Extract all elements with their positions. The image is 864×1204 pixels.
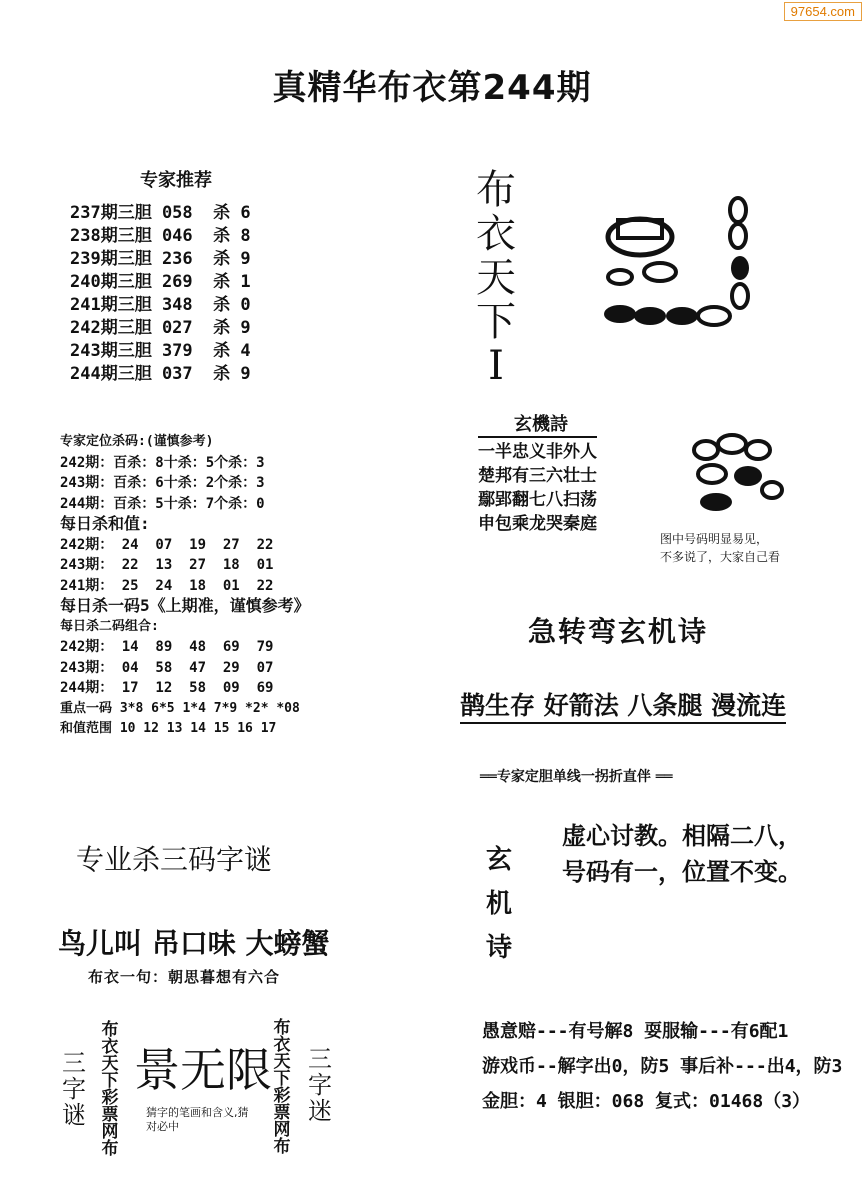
vertical-char: 布 — [476, 167, 516, 213]
list-item: 238期三胆 046 杀 8 — [70, 226, 251, 246]
vertical-char: 彩 — [273, 1086, 291, 1106]
caption-line: 图中号码明显易见， — [660, 532, 769, 546]
vertical-char: 诗 — [485, 933, 512, 963]
turn-poem-heading: 急转弯玄机诗 — [528, 615, 709, 648]
list-item: 237期三胆 058 杀 6 — [70, 203, 251, 223]
vertical-char: 字 — [62, 1075, 86, 1103]
jing-wu-xian: 景无限 — [134, 1043, 272, 1097]
vertical-char: 票 — [273, 1103, 291, 1123]
vertical-char: 布 — [101, 1139, 119, 1159]
riddle-heading: 专业杀三码字谜 — [76, 843, 273, 876]
vertical-label-right — [272, 1020, 292, 1156]
vertical-char: 天 — [101, 1054, 119, 1074]
page-title: 真精华布衣第244期 — [272, 68, 592, 108]
picture-caption — [660, 530, 780, 566]
expert-single-banner: ══专家定胆单线一拐折直伴 ══ — [480, 769, 673, 785]
hint-line: 猜字的笔画和含义,猜 — [146, 1106, 249, 1119]
bottom-line: 金胆：4 银胆：068 复式：01468（3） — [482, 1091, 811, 1112]
list-item: 244期： 17 12 58 09 69 — [60, 680, 274, 696]
vertical-char: 天 — [273, 1052, 291, 1072]
bottom-lines — [482, 1014, 842, 1119]
vertical-label-left — [100, 1022, 120, 1158]
san-zi-mi-right — [306, 1046, 334, 1124]
kill-code-block — [60, 432, 310, 740]
vertical-char: 衣 — [273, 1035, 291, 1055]
watermark: 97654.com — [784, 2, 862, 21]
turn-poem-line: 鹊生存 好箭法 八条腿 漫流连 — [460, 686, 786, 724]
expert-pick-heading: 专家推荐 — [140, 170, 212, 191]
vertical-char: 玄 — [485, 845, 512, 875]
list-item: 243期三胆 379 杀 4 — [70, 341, 251, 361]
buyi-vertical — [474, 168, 518, 388]
hint-line: 对必中 — [146, 1120, 179, 1133]
daily-two-heading: 每日杀二码组合: — [60, 618, 159, 634]
bottom-line: 游戏币--解字出0，防5 事后补---出4，防3 — [482, 1056, 843, 1077]
list-item: 241期： 25 24 18 01 22 — [60, 577, 274, 594]
vertical-char: 布 — [101, 1020, 119, 1040]
expert-pick-list — [70, 202, 251, 386]
vertical-char: 字 — [308, 1071, 332, 1099]
daily-sum-heading: 每日杀和值: — [60, 514, 150, 533]
sum-range: 和值范围 10 12 13 14 15 16 17 — [60, 721, 277, 736]
list-item: 240期三胆 269 杀 1 — [70, 272, 251, 292]
xuanji-text — [562, 818, 802, 890]
list-item: 243期： 04 58 47 29 07 — [60, 659, 274, 676]
vertical-char: 下 — [476, 299, 516, 345]
caption-line: 不多说了，大家自己看 — [660, 550, 781, 564]
vertical-char: 谜 — [62, 1101, 86, 1129]
vertical-char: 网 — [101, 1122, 119, 1142]
vertical-char: 衣 — [476, 211, 516, 257]
vertical-char: 下 — [273, 1069, 291, 1089]
san-zi-mi-left — [60, 1050, 88, 1128]
list-item: 242期： 14 89 48 69 79 — [60, 639, 274, 655]
vertical-char: 网 — [273, 1120, 291, 1140]
xuanji-line: 号码有一，位置不变。 — [562, 858, 802, 886]
vertical-char: 彩 — [101, 1088, 119, 1108]
mystic-poem — [478, 436, 597, 536]
puzzle-picture-1 — [590, 192, 770, 342]
list-item: 243期： 22 13 27 18 01 — [60, 557, 274, 573]
poem-line: 鄢郢翻七八扫荡 — [478, 490, 597, 510]
list-item: 244期三胆 037 杀 9 — [70, 364, 251, 384]
poem-line: 楚邦有三六壮士 — [478, 466, 597, 486]
riddle-hint — [146, 1106, 249, 1134]
vertical-char: 布 — [273, 1018, 291, 1038]
position-kill-heading: 专家定位杀码:(谨慎参考) — [60, 434, 214, 449]
vertical-char: 下 — [101, 1071, 119, 1091]
xuanji-line: 虚心讨教。相隔二八， — [562, 822, 802, 850]
vertical-char: 机 — [485, 889, 512, 919]
list-item: 242期：百杀：8十杀：5个杀：3 — [60, 454, 265, 471]
list-item: 243期：百杀：6十杀：2个杀：3 — [60, 475, 265, 491]
vertical-char: 迷 — [308, 1097, 332, 1125]
list-item: 242期三胆 027 杀 9 — [70, 318, 251, 338]
list-item: 239期三胆 236 杀 9 — [70, 249, 251, 269]
bottom-line: 愚意赔---有号解8 耍服输---有6配1 — [482, 1021, 789, 1042]
xuanji-vertical — [484, 838, 514, 970]
vertical-char: 三 — [62, 1049, 86, 1077]
puzzle-picture-2 — [686, 432, 796, 522]
poem-line: 一半忠义非外人 — [478, 442, 597, 462]
vertical-char: 布 — [273, 1137, 291, 1157]
list-item: 241期三胆 348 杀 0 — [70, 295, 251, 315]
daily-one-heading: 每日杀一码5《上期准，谨慎参考》 — [60, 596, 310, 615]
vertical-char: 三 — [308, 1045, 332, 1073]
vertical-char: I — [488, 343, 504, 389]
poem-line: 申包乘龙哭秦庭 — [478, 514, 597, 534]
list-item: 244期：百杀：5十杀：7个杀：0 — [60, 495, 265, 512]
vertical-char: 天 — [476, 255, 516, 301]
riddle-line: 鸟儿叫 吊口味 大螃蟹 — [58, 927, 330, 960]
mystic-poem-heading: 玄機詩 — [510, 410, 572, 438]
buyi-words: 布衣一句：朝思暮想有六合 — [88, 968, 281, 986]
key-code: 重点一码 3*8 6*5 1*4 7*9 *2* *08 — [60, 700, 300, 716]
vertical-char: 票 — [101, 1105, 119, 1125]
list-item: 242期： 24 07 19 27 22 — [60, 536, 274, 553]
vertical-char: 衣 — [101, 1037, 119, 1057]
